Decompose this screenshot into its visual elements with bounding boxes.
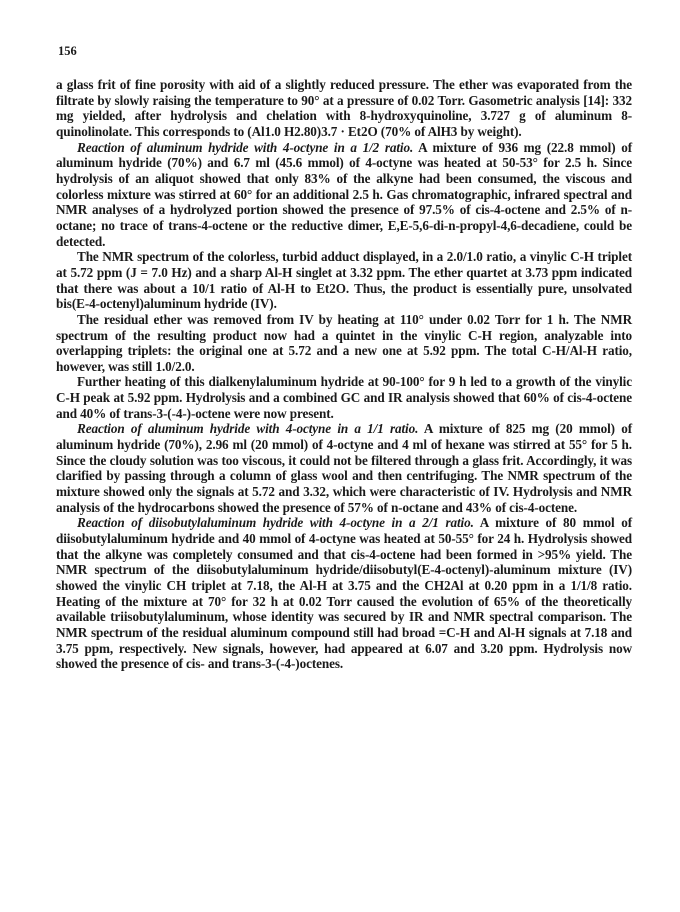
paragraph-text: A mixture of 825 mg (20 mmol) of aluminum hydride (70%), 2.96 ml (20 mmol) of 4-octyne and 4 ml of hexane was stirred at 55° for 5 h. Since the cloudy solution was too viscous, it could not be filtered through a glass frit. Accordingly, it was clarified by passing through a column of glass wool and then centrifuging. The NMR spectrum of the mixture showed only the signals at 5.72 and 3.32, which were characteristic of IV. Hydrolysis and NMR analysis of the hydrocarbons showed the presence of 57% of n-octane and 43% of cis-4-octene. xyxy=(56,421,633,515)
paragraph-text: a glass frit of fine porosity with aid of a slightly reduced pressure. The ether was evaporated from the filtrate by slowly raising the temperature to 90° at a pressure of 0.02 Torr. Gasometric analysis [14]: 332 mg yielded, after hydrolysis and chelation with 8-hydroxyquinoline, 3.727 g of aluminum 8-quinolinolate. This corresponds to (Al1.0 H2.80)3.7 · Et2O (70% of AlH3 by weight). xyxy=(56,77,632,139)
document-page xyxy=(56,44,632,672)
paragraph-text: The residual ether was removed from IV by heating at 110° under 0.02 Torr for 1 h. The NMR spectrum of the resulting product now had a quintet in the vinylic C-H region, analyzable into overlapping triplets: the original one at 5.72 and a new one at 5.92 ppm. The total C-H/Al-H ratio, however, was still 1.0/2.0. xyxy=(56,311,632,374)
section-run-in-heading: Reaction of diisobutylaluminum hydride with 4-octyne in a 2/1 ratio. xyxy=(77,515,474,531)
paragraph-text: A mixture of 936 mg (22.8 mmol) of aluminum hydride (70%) and 6.7 ml (45.6 mmol) of 4-octyne was heated at 50-53° for 2.5 h. Since hydrolysis of an aliquot showed that only 83% of the alkyne had been consumed, the viscous and colorless mixture was stirred at 60° for an additional 2.5 h. Gas chromatographic, infrared spectral and NMR analyses of a hydrolyzed portion showed the presence of 97.5% of cis-4-octene and 2.5% of n-octane; no trace of trans-4-octene or the reductive dimer, E,E-5,6-di-n-propyl-4,6-decadiene, could be detected. xyxy=(56,139,633,249)
paragraph-text: The NMR spectrum of the colorless, turbid adduct displayed, in a 2.0/1.0 ratio, a vinylic C-H triplet at 5.72 ppm (J = 7.0 Hz) and a sharp Al-H singlet at 3.32 ppm. The ether quartet at 3.73 ppm indicated that there was about a 10/1 ratio of Al-H to Et2O. Thus, the product is essentially pure, unsolvated bis(E-4-octenyl)aluminum hydride (IV). xyxy=(56,249,632,312)
section-run-in-heading: Reaction of aluminum hydride with 4-octyne in a 1/1 ratio. xyxy=(77,421,419,437)
paragraph-gasometric-analysis xyxy=(56,77,632,140)
section-run-in-heading: Reaction of aluminum hydride with 4-octyne in a 1/2 ratio. xyxy=(77,139,414,155)
paragraph-reaction-1-2-ratio xyxy=(56,140,632,250)
paragraph-reaction-diisobutyl-2-1-ratio xyxy=(56,515,632,672)
paragraph-text: Further heating of this dialkenylaluminum hydride at 90-100° for 9 h led to a growth of the vinylic C-H peak at 5.92 ppm. Hydrolysis and a combined GC and IR analysis showed that 60% of cis-4-octene and 40% of trans-3-(-4-)-octene were now present. xyxy=(56,374,632,421)
paragraph-nmr-adduct xyxy=(56,249,632,312)
page-number: 156 xyxy=(58,44,77,58)
paragraph-residual-ether xyxy=(56,312,632,375)
paragraph-reaction-1-1-ratio xyxy=(56,421,632,515)
paragraph-text: A mixture of 80 mmol of diisobutylaluminum hydride and 40 mmol of 4-octyne was heated at 50-55° for 24 h. Hydrolysis showed that the alkyne was completely consumed and that cis-4-octene had been formed in >95% yield. The NMR spectrum of the diisobutylaluminum hydride/diisobutyl(E-4-octenyl)-aluminum mixture (IV) showed the vinylic CH triplet at 7.18, the Al-H at 3.75 and the CH2Al at 0.20 ppm in a 1/1/8 ratio. Heating of the mixture at 70° for 32 h at 0.02 Torr caused the evolution of 65% of the theoretically available triisobutylaluminum, whose identity was secured by IR and NMR spectral comparison. The NMR spectrum of the residual aluminum compound still had broad =C-H and Al-H signals at 7.18 and 3.75 ppm, respectively. New signals, however, had appeared at 6.07 and 3.20 ppm. Hydrolysis now showed the presence of cis- and trans-3-(-4-)octenes. xyxy=(56,515,632,672)
paragraph-further-heating xyxy=(56,374,632,421)
